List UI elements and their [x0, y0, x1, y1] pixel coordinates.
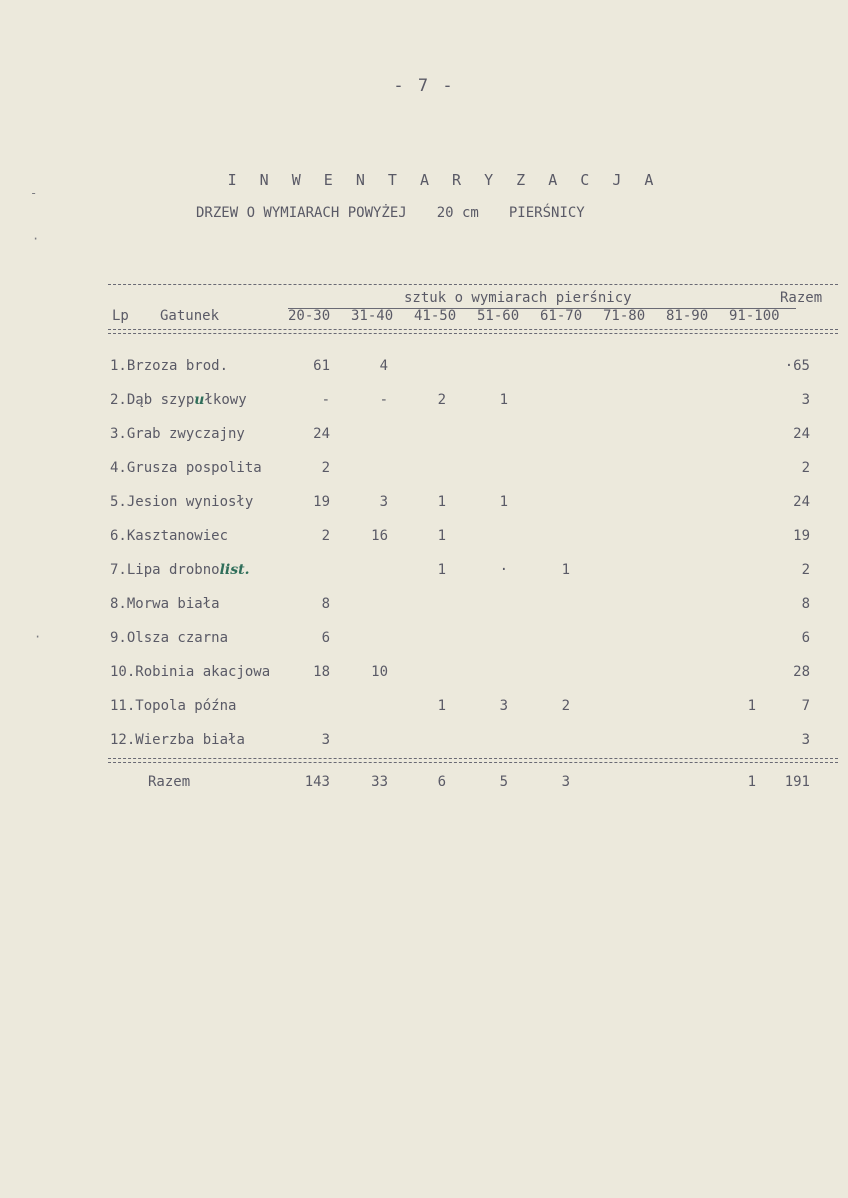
- table-row: [110, 630, 830, 652]
- count-cell: 16: [371, 528, 388, 544]
- row-species: [110, 596, 220, 612]
- header-column-label: 81-90: [666, 308, 709, 324]
- header-lp-label: Lp: [112, 308, 129, 324]
- row-number: 3.: [110, 426, 127, 442]
- page-number: - 7 -: [393, 76, 455, 96]
- row-total: 24: [793, 494, 810, 510]
- row-total: ·65: [784, 358, 810, 374]
- row-number: 6.: [110, 528, 127, 544]
- row-species: [110, 562, 249, 578]
- column-total: 6: [437, 774, 446, 790]
- species-name: Jesion wyniosły: [126, 494, 254, 510]
- table-row: [110, 358, 830, 380]
- species-name: Kasztanowiec: [126, 528, 229, 544]
- column-total: 5: [499, 774, 508, 790]
- row-species: [110, 494, 253, 510]
- row-species: [110, 664, 270, 680]
- row-number: 10.: [110, 664, 136, 680]
- row-species: [110, 358, 228, 374]
- margin-mark: ·: [34, 630, 42, 644]
- margin-mark: -: [30, 186, 38, 200]
- row-species: [110, 630, 228, 646]
- column-total: 3: [561, 774, 570, 790]
- row-total: 6: [801, 630, 810, 646]
- count-cell: 1: [437, 528, 446, 544]
- count-cell: 4: [379, 358, 388, 374]
- totals-row: [110, 774, 830, 796]
- header-column-label: 91-100: [729, 308, 780, 324]
- header-group-label: sztuk o wymiarach pierśnicy: [404, 290, 632, 306]
- count-cell: 2: [321, 528, 330, 544]
- count-cell: 3: [379, 494, 388, 510]
- count-cell: -: [379, 392, 388, 408]
- table-row: [110, 562, 830, 584]
- row-number: 11.: [110, 698, 136, 714]
- subtitle-part-2: 20 cm: [436, 205, 479, 221]
- subtitle-part-1: DRZEW O WYMIARACH POWYŻEJ: [196, 205, 407, 221]
- document-title: I N W E N T A R Y Z A C J A: [227, 171, 661, 189]
- count-cell: 6: [321, 630, 330, 646]
- species-name: Grab zwyczajny: [126, 426, 245, 442]
- row-total: 2: [801, 562, 810, 578]
- header-column-label: 61-70: [540, 308, 583, 324]
- margin-mark: ·: [32, 232, 40, 246]
- count-cell: 61: [313, 358, 330, 374]
- count-cell: 18: [313, 664, 330, 680]
- count-cell: 19: [313, 494, 330, 510]
- row-number: 8.: [110, 596, 127, 612]
- count-cell: 1: [437, 562, 446, 578]
- header-column-label: 31-40: [351, 308, 394, 324]
- species-name: Morwa biała: [126, 596, 220, 612]
- handwritten-correction: list.: [219, 562, 250, 578]
- row-total: 3: [801, 392, 810, 408]
- count-cell: 8: [321, 596, 330, 612]
- row-species: [110, 528, 228, 544]
- count-cell: 1: [747, 698, 756, 714]
- count-cell: 2: [437, 392, 446, 408]
- table-row: [110, 392, 830, 414]
- species-name: Wierzba biała: [135, 732, 245, 748]
- column-total: 33: [371, 774, 388, 790]
- species-name: Dąb szyp: [126, 392, 195, 408]
- count-cell: 3: [321, 732, 330, 748]
- table-row: [110, 596, 830, 618]
- row-number: 2.: [110, 392, 127, 408]
- header-column-label: 41-50: [414, 308, 457, 324]
- row-number: 5.: [110, 494, 127, 510]
- row-total: 8: [801, 596, 810, 612]
- table-row: [110, 426, 830, 448]
- header-column-label: 51-60: [477, 308, 520, 324]
- row-species: [110, 426, 245, 442]
- totals-label: Razem: [148, 774, 191, 790]
- species-name: Lipa drobno: [126, 562, 220, 578]
- row-number: 1.: [110, 358, 127, 374]
- row-total: 24: [793, 426, 810, 442]
- count-cell: -: [321, 392, 330, 408]
- document-subtitle: [196, 205, 615, 221]
- species-name-rest: łkowy: [204, 392, 247, 408]
- column-total: 143: [304, 774, 330, 790]
- header-column-label: 20-30: [288, 308, 331, 324]
- row-total: 28: [793, 664, 810, 680]
- subtitle-part-3: PIERŚNICY: [508, 205, 585, 221]
- row-species: [110, 732, 245, 748]
- table-header-rule: [108, 329, 838, 334]
- row-species: [110, 460, 262, 476]
- header-species-label: Gatunek: [160, 308, 220, 324]
- row-total: 19: [793, 528, 810, 544]
- row-number: 9.: [110, 630, 127, 646]
- count-cell: 1: [437, 494, 446, 510]
- count-cell: 1: [561, 562, 570, 578]
- row-number: 12.: [110, 732, 136, 748]
- header-column-label: 71-80: [603, 308, 646, 324]
- count-cell: 10: [371, 664, 388, 680]
- count-cell: 2: [561, 698, 570, 714]
- count-cell: 1: [499, 392, 508, 408]
- table-row: [110, 732, 830, 754]
- table-top-rule: [108, 284, 838, 285]
- row-total: 2: [801, 460, 810, 476]
- count-cell: 2: [321, 460, 330, 476]
- handwritten-correction: u: [194, 392, 205, 408]
- row-species: [110, 698, 236, 714]
- species-name: Grusza pospolita: [126, 460, 262, 476]
- row-species: [110, 392, 247, 408]
- grand-total: 191: [784, 774, 810, 790]
- species-name: Brzoza brod.: [126, 358, 229, 374]
- count-cell: 1: [437, 698, 446, 714]
- table-row: [110, 528, 830, 550]
- row-total: 7: [801, 698, 810, 714]
- species-name: Robinia akacjowa: [135, 664, 271, 680]
- table-row: [110, 698, 830, 720]
- table-bottom-rule: [108, 758, 838, 763]
- count-cell: 3: [499, 698, 508, 714]
- row-number: 4.: [110, 460, 127, 476]
- column-total: 1: [747, 774, 756, 790]
- species-name: Olsza czarna: [126, 630, 229, 646]
- species-name: Topola późna: [135, 698, 237, 714]
- count-cell: ·: [499, 562, 508, 578]
- row-number: 7.: [110, 562, 127, 578]
- header-total-label: Razem: [780, 290, 823, 306]
- count-cell: 24: [313, 426, 330, 442]
- count-cell: 1: [499, 494, 508, 510]
- table-row: [110, 460, 830, 482]
- row-total: 3: [801, 732, 810, 748]
- table-row: [110, 664, 830, 686]
- table-row: [110, 494, 830, 516]
